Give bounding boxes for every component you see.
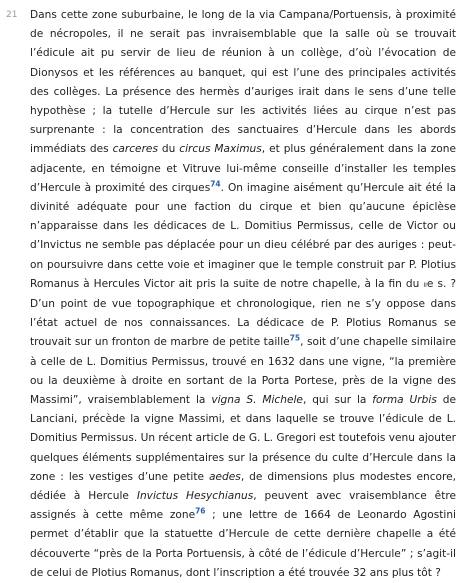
italic-term: aedes [209,470,241,483]
text-segment: . On imagine aisément qu’Hercule ait été la divinité adéquate pour une faction du cirque et bien qu’aucune épiclèse n’apparaisse dans les dédicaces de L. Domitius Permissus, celle de Victor ou d’Invictus ne semble pas déplacée pour un dieu célébré par des auriges : peut-on poursuivre dans cette voie et imaginer que le temple construit par P. Plotius Romanus à Hercules Victor ait pris la suite de notre chapelle, à la fin du [30,181,457,290]
text-segment: e s. ? D’un point de vue topographique et chronologique, rien ne s’y oppose dans l’état actuel de nos connaissances. La dédicace de P. Plotius Romanus se trouvait sur un fronton de marbre de petite taille [30,277,456,349]
body-paragraph [30,6,456,583]
text-segment: du [157,143,180,156]
text-segment: , de dimensions plus modestes encore, dédiée à Hercule [30,470,457,503]
italic-term: vigna S. Michele [211,394,303,407]
italic-term: circus Maximus [179,143,262,156]
text-segment: , et plus généralement dans la zone adjacente, en témoigne et Vitruve lui-même conseille d’installer les temples d’Hercule à proximité des cirques [30,143,456,194]
italic-term: Invictus Hesychianus [136,490,254,503]
text-segment: Dans cette zone suburbaine, le long de la via Campana/Portuensis, à proximité de nécropoles, il ne serait pas invraisemblable que la salle où se trouvait l’édicule ait pu servir de lieu de réunion à un collège, d’où l’évocation de Dionysos et les références au banquet, qui est l’une des principales activités des collèges. La présence des hermès d’auriges irait dans le sens d’une telle hypothèse ; la tutelle d’Hercule sur les activités liées au cirque n’est pas surprenante : la concentration des sanctuaires d’Hercule dans les abords immédiats des [30,9,456,156]
italic-term: carceres [112,143,158,156]
italic-term: forma Urbis [372,394,437,407]
paragraph-number: 21 [6,10,18,20]
text-segment: , soit d’une chapelle similaire à celle de L. Domitius Permissus, trouvé en 1632 dans une vigne, “la première ou la deuxième à droite en sortant de la Porta Portese, près de la vigne des Massimi”, vraisemblablement la [30,336,456,407]
text-segment: de Lanciani, précède la vigne Massimi, et dans laquelle se trouve l’édicule de L. Domitius Permissus. Un récent article de G. L. Gregori est toutefois venu ajouter quelques éléments supplémentaires sur la présence du culte d’Hercule dans la zone : les vestiges d’une petite [30,394,456,483]
century-numeral: ii [423,279,427,290]
text-segment: , peuvent avec vraisemblance être assignés à cette même zone [30,490,456,522]
footnote-link[interactable]: 74 [210,179,221,189]
text-segment: ; une lettre de 1664 de Leonardo Agostini permet d’établir que la statuette d’Hercule de cette dernière chapelle a été découverte “près de la Porta Portuensis, à côté de l’édicule d’Hercule” ; s’agit-il de celui de Plotius Romanus, dont l’inscription a été trouvée 32 ans plus tôt ? [30,509,456,579]
text-segment: , qui sur la [302,394,373,407]
footnote-link[interactable]: 76 [195,506,206,516]
footnote-link[interactable]: 75 [289,333,301,343]
